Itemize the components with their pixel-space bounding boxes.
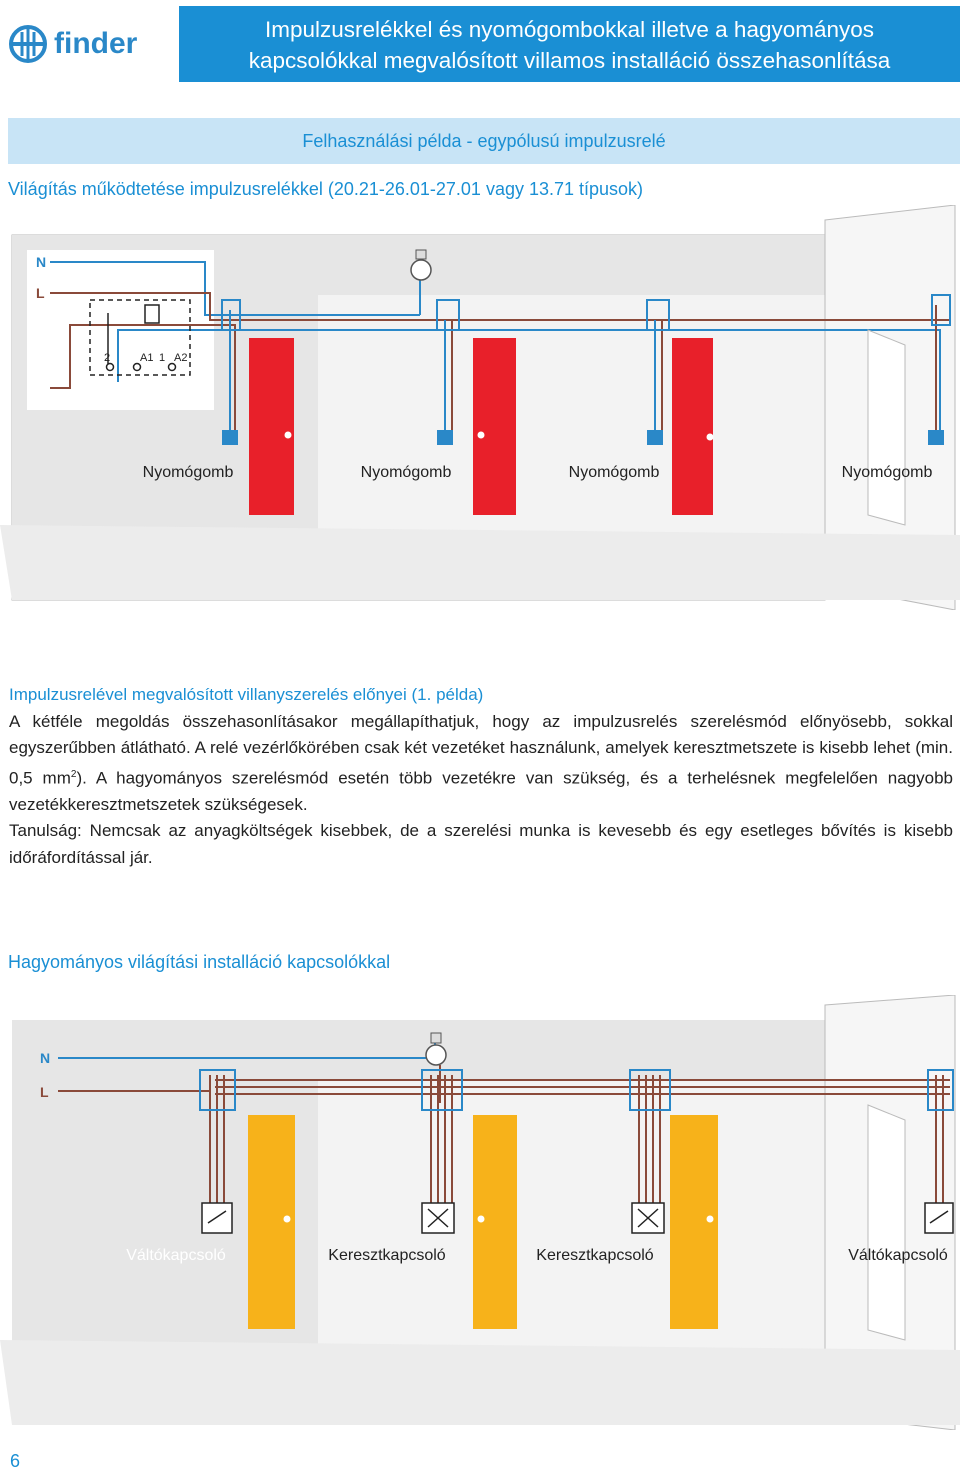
push-button-4-icon (928, 430, 944, 445)
door-2-4-opening (868, 1105, 905, 1340)
relay-coil (145, 305, 159, 323)
title-line-2: kapcsolókkal megvalósított villamos installáció összehasonlítása (248, 48, 891, 73)
door-1-handle (285, 432, 292, 439)
page-title (179, 6, 960, 82)
advantages-block (9, 682, 953, 871)
page-header (0, 0, 960, 86)
door-2-1-handle (284, 1216, 291, 1223)
section1-heading: Világítás működtetése impulzusrelékkel (20.21-26.01-27.01 vagy 13.71 típusok) (8, 179, 644, 199)
floor-2 (0, 1340, 960, 1425)
n-label: N (36, 254, 47, 270)
traditional-switch-diagram (0, 995, 960, 1430)
button-label-3: Nyomógomb (568, 464, 660, 481)
door-4-opening (868, 330, 905, 525)
door-2-3-handle (707, 1216, 714, 1223)
subheader-band: Felhasználási példa - egypólusú impulzusrelé (8, 118, 960, 164)
conclusion-text: Tanulság: Nemcsak az anyagköltségek kisebbek, de a szerelési munka is kevesebb és egy esetleges bővítés is kisebb időráfordítással jár. (9, 821, 953, 867)
l-label: L (36, 285, 45, 301)
button-label-4: Nyomógomb (841, 464, 933, 481)
door-1 (249, 338, 294, 515)
finder-logo-icon (8, 24, 48, 64)
n-label-2: N (40, 1050, 51, 1066)
terminal-a2 (169, 364, 176, 371)
relay-label-2: 2 (104, 352, 111, 364)
brand-name: finder (54, 27, 138, 60)
button-label-1: Nyomógomb (142, 464, 234, 481)
push-button-1-icon (222, 430, 238, 445)
title-line-1: Impulzusrelékkel és nyomógombokkal illetve a hagyományos (264, 17, 875, 42)
switch-label-2: Keresztkapcsoló (328, 1247, 446, 1264)
door-3 (672, 338, 713, 515)
two-way-switch-icon-2 (925, 1203, 953, 1233)
terminal-a1 (134, 364, 141, 371)
terminal-2 (107, 364, 114, 371)
relay-label-a1: A1 (140, 352, 154, 364)
switch-label-1: Váltókapcsoló (126, 1247, 226, 1264)
cross-switch-icon-2 (632, 1203, 664, 1233)
relay-label-1: 1 (159, 352, 166, 364)
relay-label-a2: A2 (174, 352, 188, 364)
switch-label-4: Váltókapcsoló (848, 1247, 948, 1264)
switch-label-3: Keresztkapcsoló (536, 1247, 654, 1264)
advantages-heading: Impulzusrelével megvalósított villanyszerelés előnyei (1. példa) (9, 685, 484, 704)
door-2 (473, 338, 516, 515)
section2-heading: Hagyományos világítási installáció kapcsolókkal (8, 952, 391, 972)
push-button-2-icon (437, 430, 453, 445)
l-label-2: L (40, 1084, 49, 1100)
door-2-handle (478, 432, 485, 439)
door-3-handle (707, 434, 714, 441)
door-2-2-handle (478, 1216, 485, 1223)
impulse-relay-diagram (0, 205, 960, 610)
page-number: 6 (10, 1451, 21, 1471)
floor (0, 525, 960, 600)
push-button-3-icon (647, 430, 663, 445)
advantages-text: A kétféle megoldás összehasonlításakor megállapíthatjuk, hogy az impulzusrelés szerelésmód előnyösebb, sokkal egyszerűbben átlátható. A relé vezérlőkörében csak két vezetéket használunk, amelyek keresztmetszete is kisebb lehet (min. 0,5 $mm^2$). A hagyományos szerelésmód esetén több vezetékre van szükség, és a terhelésnek megfelelően nagyobb vezetékkeresztmetszetek szükségesek. (9, 711, 954, 814)
finder-logo (8, 24, 137, 64)
two-way-switch-icon-1 (202, 1203, 232, 1233)
cross-switch-icon-1 (422, 1203, 454, 1233)
button-label-2: Nyomógomb (360, 464, 452, 481)
